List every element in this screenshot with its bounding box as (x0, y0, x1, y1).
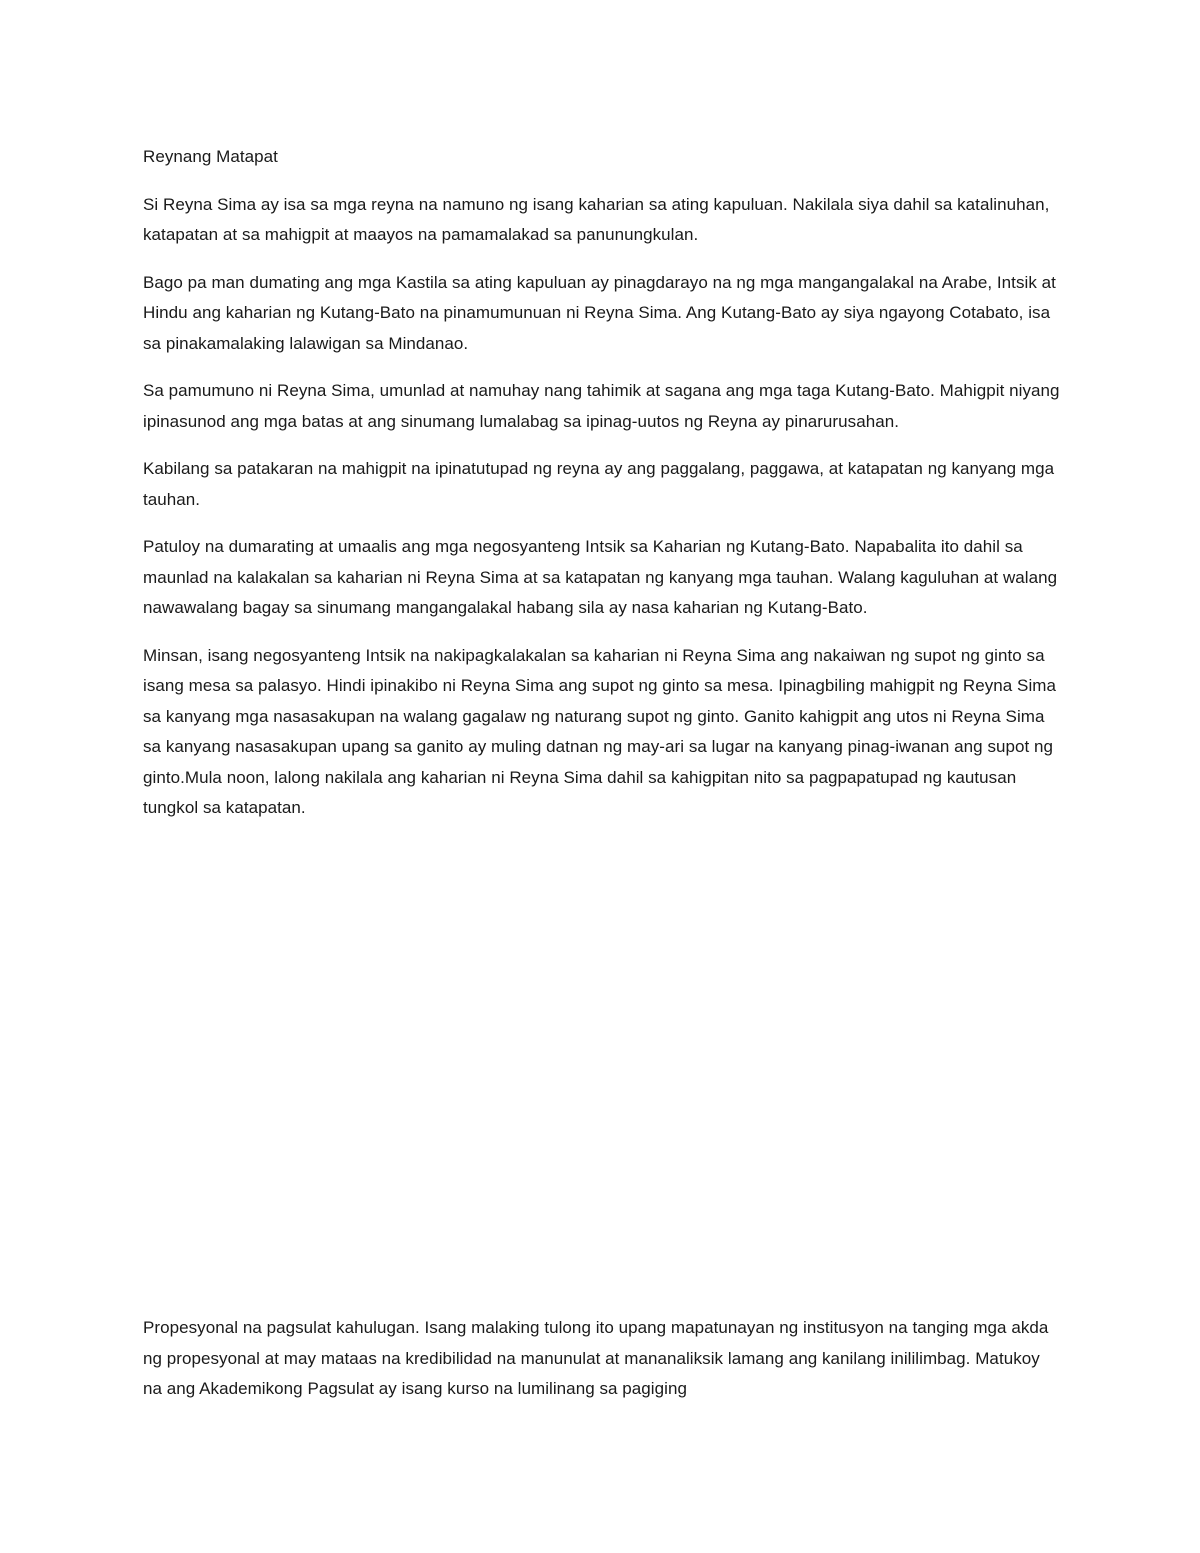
document-title: Reynang Matapat (143, 147, 278, 166)
document-body (143, 142, 1063, 841)
paragraph-5: Patuloy na dumarating at umaalis ang mga negosyanteng Intsik sa Kaharian ng Kutang-Bato. Napabalita ito dahil sa maunlad na kalakalan sa kaharian ni Reyna Sima at sa katapatan ng kanyang mga tauhan. Walang kaguluhan at walang nawawalang bagay sa sinumang mangangalakal habang sila ay nasa kaharian ng Kutang-Bato. (143, 537, 1058, 617)
paragraph-2: Bago pa man dumating ang mga Kastila sa ating kapuluan ay pinagdarayo na ng mga mangangalakal na Arabe, Intsik at Hindu ang kaharian ng Kutang-Bato na pinamumunuan ni Reyna Sima. Ang Kutang-Bato ay siya ngayong Cotabato, isa sa pinakamalaking lalawigan sa Mindanao. (143, 272, 1056, 353)
paragraph-3: Sa pamumuno ni Reyna Sima, umunlad at namuhay nang tahimik at sagana ang mga taga Kutang-Bato. Mahigpit niyang ipinasunod ang mga batas at ang sinumang lumalabag sa ipinag-uutos ng Reyna ay pinarurusahan. (143, 381, 1060, 431)
paragraph-4: Kabilang sa patakaran na mahigpit na ipinatutupad ng reyna ay ang paggalang, paggawa, at katapatan ng kanyang mga tauhan. (143, 459, 1055, 509)
trailing-paragraph: Propesyonal na pagsulat kahulugan. Isang malaking tulong ito upang mapatunayan ng institusyon na tanging mga akda ng propesyonal at may mataas na kredibilidad na manunulat at mananaliksik lamang ang kanilang inililimbag. Matukoy na ang Akademikong Pagsulat ay isang kurso na lumilinang sa pagiging (143, 1318, 1049, 1398)
trailing-text-block (143, 1313, 1063, 1422)
paragraph-6: Minsan, isang negosyanteng Intsik na nakipagkalakalan sa kaharian ni Reyna Sima ang nakaiwan ng supot ng ginto sa isang mesa sa palasyo. Hindi ipinakibo ni Reyna Sima ang supot ng ginto sa mesa. Ipinagbiling mahigpit ng Reyna Sima sa kanyang mga nasasakupan na walang gagalaw ng naturang supot ng ginto. Ganito kahigpit ang utos ni Reyna Sima sa kanyang nasasakupan upang sa ganito ay muling datnan ng may-ari sa lugar na kanyang pinag-iwanan ang supot ng ginto.Mula noon, lalong nakilala ang kaharian ni Reyna Sima dahil sa kahigpitan nito sa pagpapatupad ng kautusan tungkol sa katapatan. (143, 645, 1056, 817)
paragraph-1: Si Reyna Sima ay isa sa mga reyna na namuno ng isang kaharian sa ating kapuluan. Nakilala siya dahil sa katalinuhan, katapatan at sa mahigpit at maayos na pamamalakad sa panunungkulan. (143, 194, 1050, 244)
